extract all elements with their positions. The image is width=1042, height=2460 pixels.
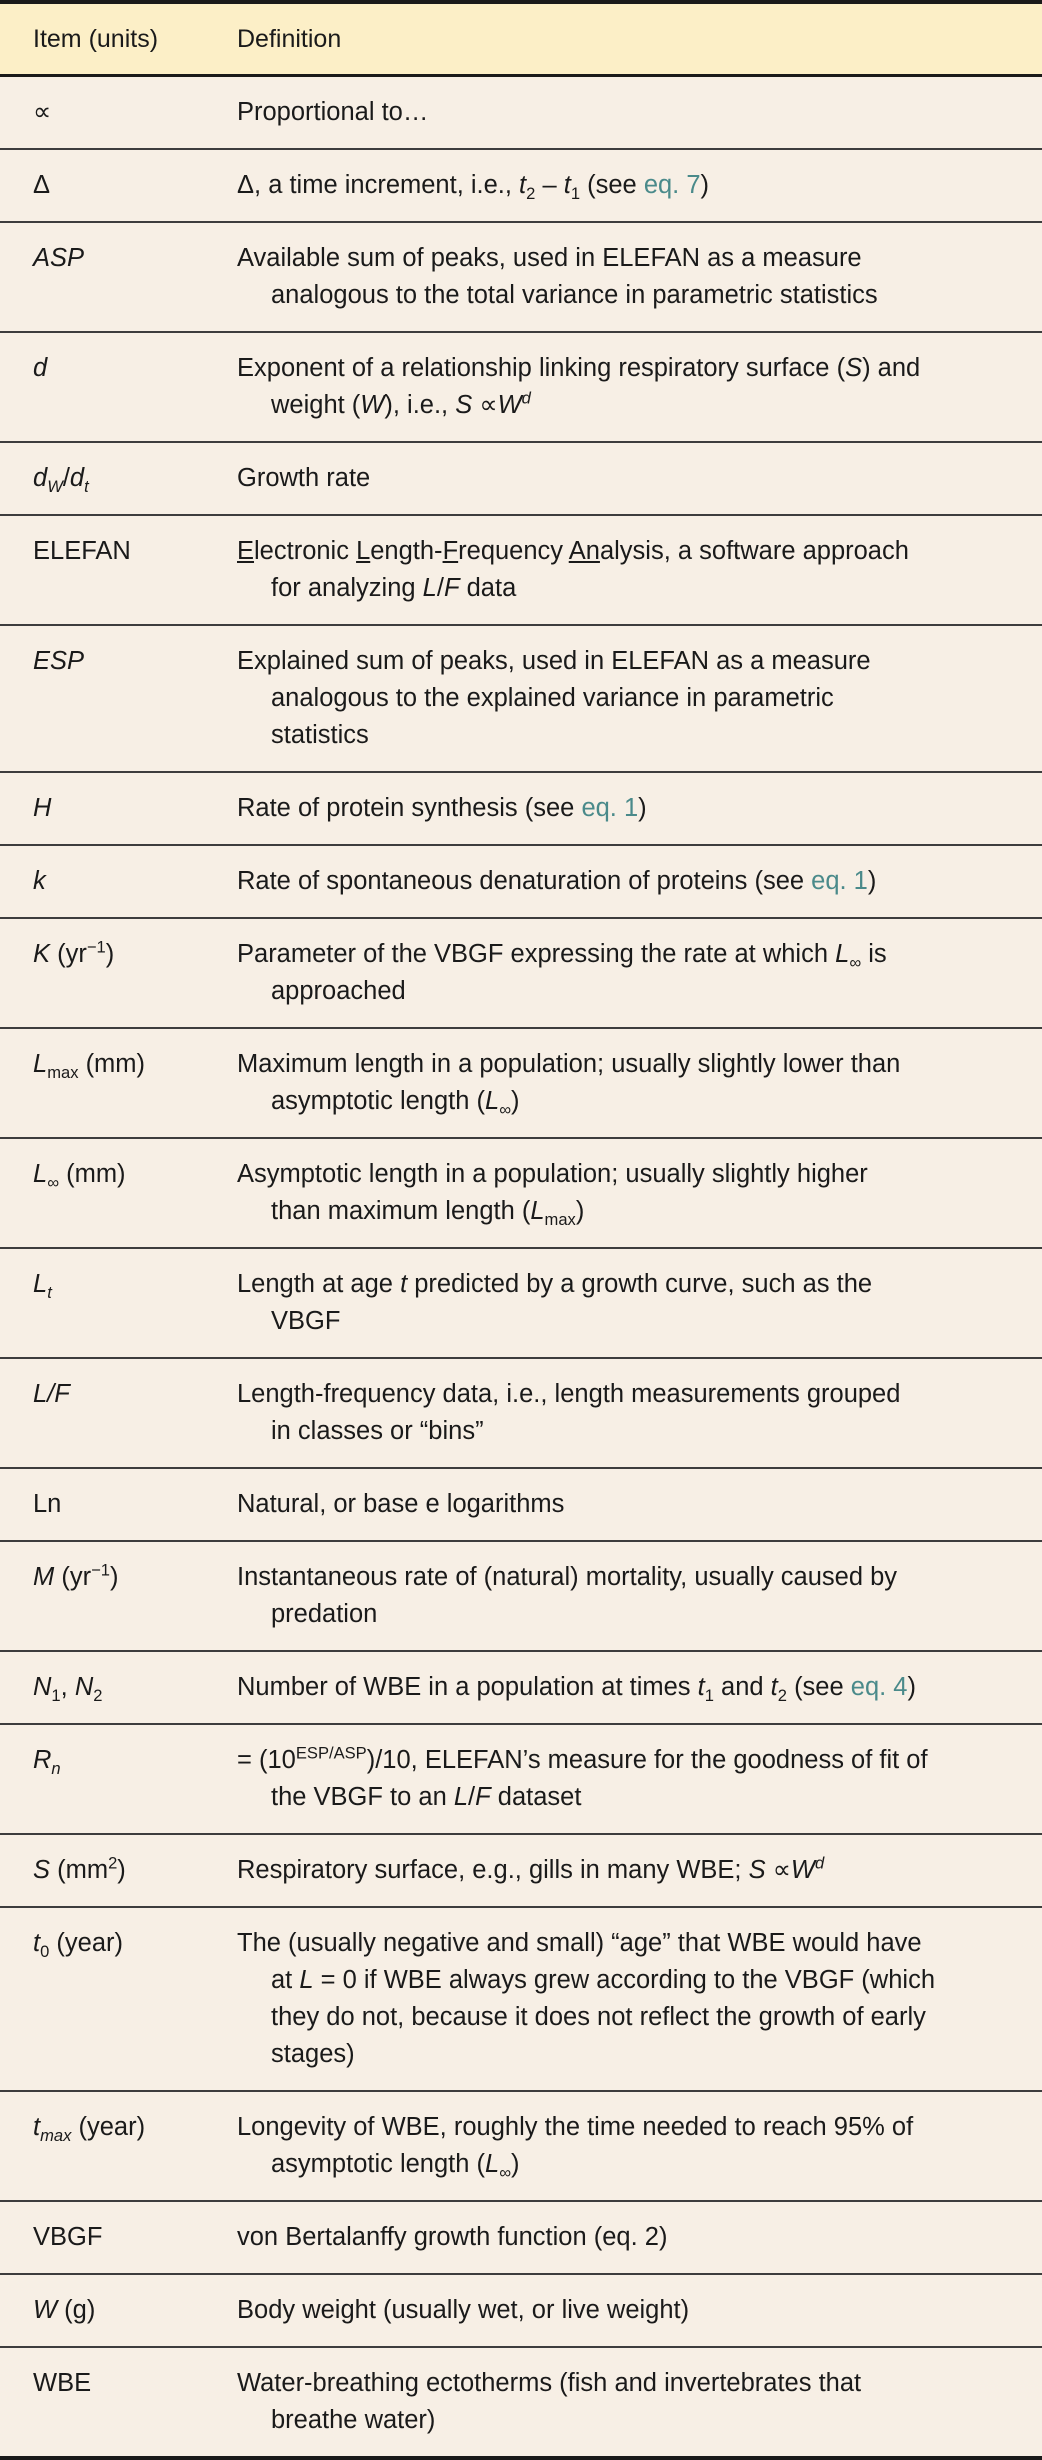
definition-cell: Length-frequency data, i.e., length measurements grouped in classes or “bins”: [237, 1380, 901, 1445]
definition-cell: = $(10^{ESP/ASP})/10$, ELEFAN’s measure for the goodness of fit of the VBGF to an L/F dataset: [237, 1743, 928, 1811]
table-row: [0, 1469, 1042, 1542]
equation-link[interactable]: eq. 1: [581, 794, 639, 822]
equation-link[interactable]: eq. 7: [643, 171, 701, 199]
table-row: [0, 626, 1042, 773]
equation-link[interactable]: eq. 4: [850, 1673, 908, 1701]
item-cell: $d_W/d_t$: [33, 464, 89, 497]
definition-cell: Available sum of peaks, used in ELEFAN as a measure analogous to the total variance in parametric statistics: [237, 244, 878, 309]
table-header: [0, 4, 1042, 77]
definition-cell: Δ, a time increment, i.e., $t_2 - t_1$ (see eq. 7): [237, 171, 710, 204]
table-row: [0, 1725, 1042, 1835]
item-cell: H: [33, 794, 52, 822]
definition-cell: Growth rate: [237, 464, 371, 492]
item-cell: W (g): [33, 2296, 96, 2324]
item-cell: d: [33, 354, 48, 382]
table-row: [0, 2092, 1042, 2202]
item-cell: M $(yr^{-1})$: [33, 1560, 119, 1591]
item-cell: $t_{max}$ (year): [33, 2113, 146, 2146]
table-row: [0, 1029, 1042, 1139]
definition-cell: Rate of spontaneous denaturation of proteins (see eq. 1): [237, 867, 877, 895]
definition-cell: Proportional to…: [237, 98, 429, 126]
table-row: [0, 1359, 1042, 1469]
item-cell: S $(mm^2)$: [33, 1853, 126, 1884]
item-cell: $t_0$ (year): [33, 1929, 123, 1962]
table-row: [0, 1139, 1042, 1249]
definition-cell: Maximum length in a population; usually slightly lower than asymptotic length $(L_\infty)$: [237, 1050, 901, 1120]
table-row: [0, 1652, 1042, 1725]
table-row: [0, 773, 1042, 846]
table-row: [0, 77, 1042, 150]
definition-cell: von Bertalanffy growth function (eq. 2): [237, 2223, 668, 2251]
item-cell: L/F: [33, 1380, 70, 1408]
table-row: [0, 2275, 1042, 2348]
definition-cell: Longevity of WBE, roughly the time needed to reach 95% of asymptotic length $(L_\infty)$: [237, 2113, 914, 2183]
definition-cell: Parameter of the VBGF expressing the rate at which $L_\infty$ is approached: [237, 940, 887, 1005]
item-cell: VBGF: [33, 2223, 103, 2251]
item-cell: Δ: [33, 171, 51, 199]
definition-cell: Asymptotic length in a population; usually slightly higher than maximum length $(L_{max})$: [237, 1160, 868, 1230]
item-cell: $L_{max}$ (mm): [33, 1050, 146, 1083]
table-row: [0, 2348, 1042, 2456]
table-row: [0, 223, 1042, 333]
item-cell: ASP: [33, 244, 85, 272]
definition-cell: Number of WBE in a population at times $t_1$ and $t_2$ (see eq. 4): [237, 1673, 916, 1706]
table-row: [0, 443, 1042, 516]
item-cell: ∝: [33, 98, 52, 126]
table-row: [0, 2202, 1042, 2275]
definition-cell: The (usually negative and small) “age” that WBE would have at L = 0 if WBE always grew according to the VBGF (which they do not, because it does not reflect the growth of early stages): [237, 1929, 935, 2068]
table-row: [0, 1835, 1042, 1908]
equation-link[interactable]: eq. 1: [811, 867, 868, 895]
table-row: [0, 846, 1042, 919]
definition-cell: Instantaneous rate of (natural) mortality, usually caused by predation: [237, 1563, 898, 1628]
item-cell: WBE: [33, 2369, 92, 2397]
definition-cell: Electronic Length-Frequency Analysis, a software approach for analyzing L/F data: [237, 537, 909, 602]
table-row: [0, 516, 1042, 626]
table-row: [0, 333, 1042, 443]
header-item-units: Item (units): [33, 24, 159, 53]
table-row: [0, 1249, 1042, 1359]
item-cell: $R_n$: [33, 1746, 61, 1779]
definition-cell: Body weight (usually wet, or live weight): [237, 2296, 690, 2324]
item-cell: ELEFAN: [33, 537, 131, 565]
table-row: [0, 1542, 1042, 1652]
item-cell: $L_t$: [33, 1270, 52, 1303]
table-row: [0, 1908, 1042, 2092]
definition-cell: Rate of protein synthesis (see eq. 1): [237, 794, 647, 822]
item-cell: k: [33, 867, 46, 895]
table-row: [0, 919, 1042, 1029]
item-cell: K $(yr^{-1})$: [33, 937, 115, 968]
table-row: [0, 150, 1042, 223]
item-cell: $L_\infty$ (mm): [33, 1160, 126, 1193]
definition-cell: Respiratory surface, e.g., gills in many WBE; $S \propto W^d$: [237, 1853, 825, 1884]
item-cell: $N_1$, $N_2$: [33, 1673, 103, 1706]
definition-cell: Explained sum of peaks, used in ELEFAN as a measure analogous to the explained variance in parametric statistics: [237, 647, 871, 749]
item-cell: ESP: [33, 647, 85, 675]
header-definition: Definition: [237, 24, 342, 53]
definition-cell: Water-breathing ectotherms (fish and invertebrates that breathe water): [237, 2369, 862, 2434]
definition-cell: Exponent of a relationship linking respiratory surface (S) and weight (W), i.e., $S \propto W^d$: [237, 354, 921, 419]
item-cell: Ln: [33, 1490, 62, 1518]
definition-cell: Natural, or base e logarithms: [237, 1490, 565, 1518]
definition-cell: Length at age t predicted by a growth curve, such as the VBGF: [237, 1270, 873, 1335]
